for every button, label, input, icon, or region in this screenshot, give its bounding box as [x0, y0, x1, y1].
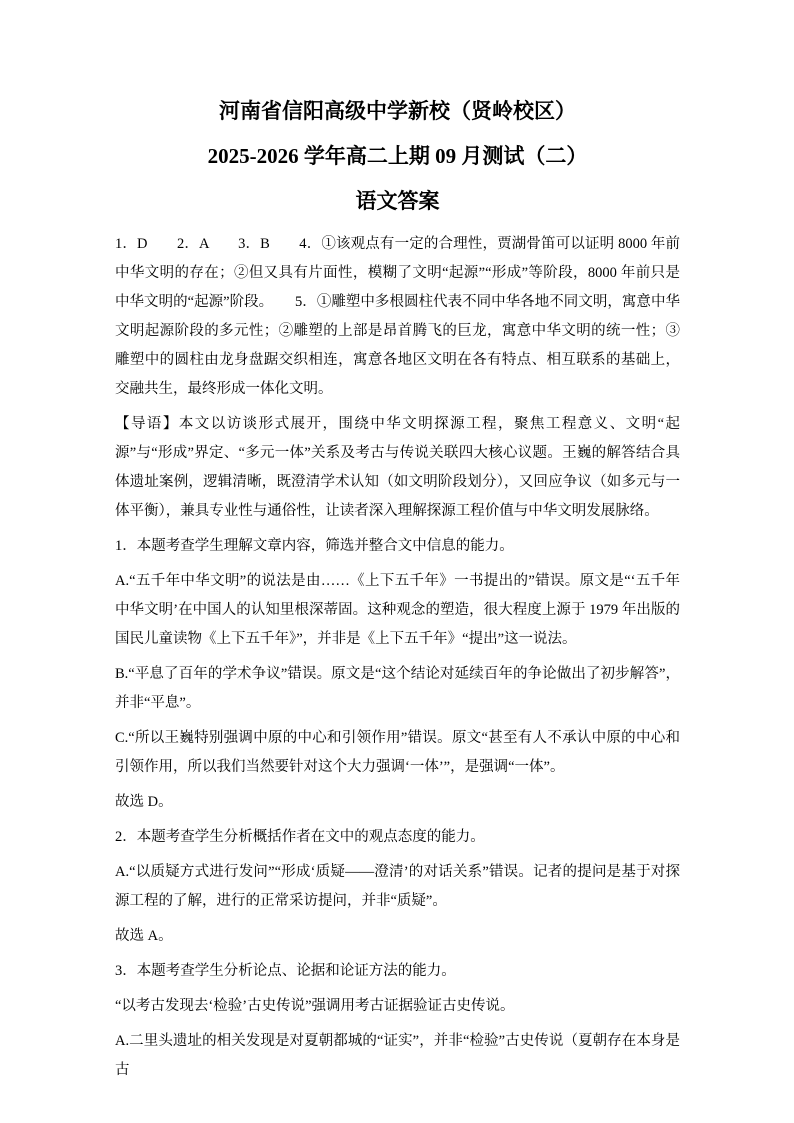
q2-option-a-analysis: A.“以质疑方式进行发问”“形成‘质疑——澄清’的对话关系”错误。记者的提问是基于对探源工程的了解，进行的正常采访提问，并非“质疑”。 — [115, 864, 680, 909]
q2-explanation-intro: 2．本题考查学生分析概括作者在文中的观点态度的能力。 — [115, 829, 485, 845]
q1-option-b-analysis: B.“平息了百年的学术争议”错误。原文是“这个结论对延续百年的争论做出了初步解答”，并非“平息”。 — [115, 666, 680, 711]
q3-explanation-intro: 3．本题考查学生分析论点、论据和论证方法的能力。 — [115, 963, 456, 979]
q3-option-a-analysis: A.二里头遗址的相关发现是对夏朝都城的“证实”，并非“检验”古史传说（夏朝存在本身是古 — [115, 1033, 680, 1078]
q1-option-c-analysis: C.“所以王巍特别强调中原的中心和引领作用”错误。原文“甚至有人不承认中原的中心和引领作用，所以我们当然要针对这个大力强调‘一体’”，是强调“一体”。 — [115, 730, 680, 775]
q2-conclusion: 故选 A。 — [115, 928, 173, 944]
title-subject: 语文答案 — [355, 189, 440, 213]
title-school: 河南省信阳高级中学新校（贤岭校区） — [219, 99, 576, 123]
daoyu-note: 【导语】本文以访谈形式展开，围绕中华文明探源工程，聚焦工程意义、文明“起源”与“形成”界定、“多元一体”关系及考古与传说关联四大核心议题。王巍的解答结合具体遗址案例，逻辑清晰，既澄清学术认知（如文明阶段划分），又回应争议（如多元与一体平衡），兼具专业性与通俗性，让读者深入理解探源工程价值与中华文明发展脉络。 — [115, 416, 680, 519]
q1-conclusion: 故选 D。 — [115, 794, 173, 810]
q3-quote-note: “以考古发现去‘检验’古史传说”强调用考古证据验证古史传说。 — [115, 998, 515, 1014]
q1-explanation-intro: 1．本题考查学生理解文章内容，筛选并整合文中信息的能力。 — [115, 538, 514, 554]
answers-summary: 1．D 2．A 3．B 4．①该观点有一定的合理性，贾湖骨笛可以证明 8000 年前中华文明的存在；②但又具有片面性，模糊了文明“起源”“形成”等阶段，8000 年前只是中华文明的“起源”阶段。 5．①雕塑中多根圆柱代表不同中华各地不同文明，寓意中华文明起源阶段的多元性；②雕塑的上部是昂首腾飞的巨龙，寓意中华文明的统一性；③雕塑中的圆柱由龙身盘踞交织相连，寓意各地区文明在各有特点、相互联系的基础上，交融共生，最终形成一体化文明。 — [115, 236, 680, 397]
title-exam: 2025-2026 学年高二上期 09 月测试（二） — [207, 144, 588, 168]
q1-option-a-analysis: A.“五千年中华文明”的说法是由……《上下五千年》一书提出的”错误。原文是“‘五千年中华文明’在中国人的认知里根深蒂固。这种观念的塑造，很大程度上源于 1979 年出版的国民儿童读物《上下五千年》”，并非是《上下五千年》“提出”这一说法。 — [115, 573, 680, 647]
answer-body — [115, 230, 680, 1085]
